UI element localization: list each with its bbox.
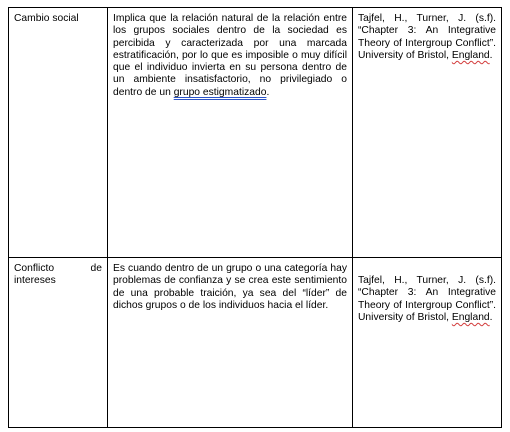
- blank-line: [358, 263, 496, 275]
- reference-end: .: [489, 311, 493, 323]
- spell-flagged-text: England: [451, 49, 490, 61]
- table-row: [9, 258, 502, 428]
- definition-cell[interactable]: [108, 8, 353, 258]
- table-row: [9, 8, 502, 258]
- reference-end: .: [489, 49, 493, 61]
- concept-text: Conflicto de intereses: [14, 263, 102, 287]
- definition-end: .: [266, 86, 270, 98]
- concepts-table: [8, 7, 502, 428]
- reference-cell[interactable]: [353, 258, 502, 428]
- reference-cell[interactable]: [353, 8, 502, 258]
- reference-text: Tajfel, H., Turner, J. (s.f). “Chapter 3: An Integrative Theory of Intergroup Conflict”. University of Bristol,: [358, 13, 496, 61]
- definition-text: Es cuando dentro de un grupo o una categoría hay problemas de confianza y se crea este sentimiento de una probable traición, ya sea del “líder” de dichos grupos o de los individuos hacia el líder.: [113, 263, 347, 311]
- reference-text: Tajfel, H., Turner, J. (s.f). “Chapter 3: An Integrative Theory of Intergroup Conflict”. University of Bristol,: [358, 275, 496, 323]
- definition-text: Implica que la relación natural de la relación entre los grupos sociales dentro de la sociedad es percibida y caracterizada por una marcada estratificación, por lo que es imposible o muy difícil que el individuo invierta en su persona dentro de un ambiente insatisfactorio, no privilegiado o dentro de un: [113, 13, 347, 98]
- concept-cell[interactable]: [9, 8, 108, 258]
- concept-text: Cambio social: [14, 13, 79, 24]
- concept-cell[interactable]: [9, 258, 108, 428]
- definition-cell[interactable]: [108, 258, 353, 428]
- spell-flagged-text: England: [451, 311, 490, 323]
- grammar-flagged-text: grupo estigmatizado: [173, 86, 267, 98]
